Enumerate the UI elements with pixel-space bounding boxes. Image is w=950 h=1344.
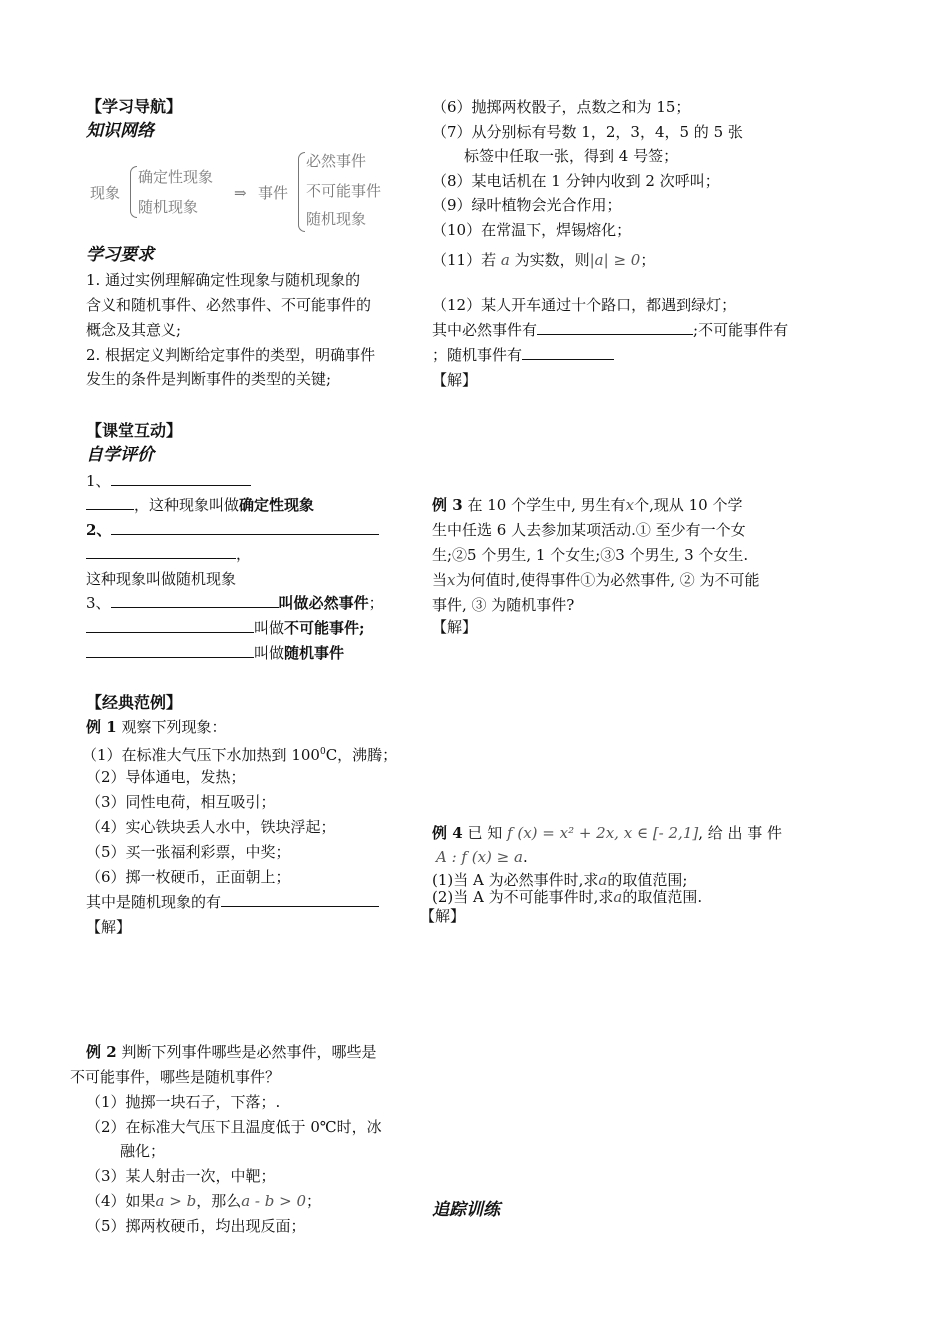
example-3-solution: 【解】 [432, 618, 478, 636]
example-2-summary-line-1: 其中必然事件有 ;不可能事件有 [432, 321, 789, 339]
example-3-line-5: 事件, ③ 为随机事件? [432, 596, 575, 614]
item-2-blank-2 [86, 544, 236, 559]
item-3-blank-2 [86, 618, 254, 633]
example-4-label: 例 4 [432, 824, 463, 842]
example-4-question-2: (2)当 A 为不可能事件时,求a的取值范围. [432, 888, 703, 906]
item-2-prefix: 2、 [86, 521, 112, 539]
math-a-gt-b: a > b [155, 1192, 197, 1210]
example-2-item-2-cont: 融化； [120, 1142, 166, 1160]
example-2-item-2: （2）在标准大气压下且温度低于 0℃时，冰 [86, 1118, 382, 1136]
diagram-type-2: 不可能事件 [306, 182, 382, 200]
implies-arrow-icon: ⇒ [234, 184, 247, 202]
item-1-blank [111, 471, 251, 486]
item-3-prefix: 3、 [86, 594, 111, 612]
example-1-solution: 【解】 [86, 918, 132, 936]
item-1-prefix: 1、 [86, 472, 111, 490]
example-2-item-5: （5）掷两枚硬币，均出现反面； [86, 1217, 306, 1235]
example-3-line-3: 生;②5 个男生, 1 个女生;③3 个男生, 3 个女生. [432, 546, 749, 564]
example-2-item-7: （7）从分别标有号数 1，2，3，4，5 的 5 张 [432, 123, 743, 141]
math-function-f: f (x) = x² + 2x, x ∈ [- 2,1] [507, 824, 699, 842]
item-3-term-3: 随机事件 [284, 644, 345, 662]
item-2-comma: ， [236, 545, 252, 563]
example-3-line-1: 例 3 在 10 个学生中, 男生有x个,现从 10 个学 [432, 496, 743, 514]
tracking-training-title: 追踪训练 [432, 1200, 500, 1220]
math-event-a: A : f (x) ≥ a [436, 848, 523, 866]
example-1-item-5: （5）买一张福利彩票，中奖； [86, 843, 291, 861]
example-2-item-6: （6）抛掷两枚骰子，点数之和为 15； [432, 98, 691, 116]
brace-right [298, 152, 305, 232]
example-3-label: 例 3 [432, 496, 463, 514]
example-2-item-9: （9）绿叶植物会光合作用； [432, 196, 622, 214]
example-4-solution: 【解】 [420, 907, 466, 925]
diagram-event: 事件 [258, 184, 289, 202]
item-3-call-3: 叫做 [254, 644, 285, 662]
diagram-root: 现象 [90, 184, 121, 202]
item-2-blank [111, 520, 379, 535]
item-1-suffix: ，这种现象叫做 [134, 496, 240, 514]
summary-blank-1 [537, 320, 597, 335]
diagram-branch-2: 随机现象 [138, 198, 199, 216]
knowledge-network-title: 知识网络 [86, 121, 154, 141]
example-1-item-3: （3）同性电荷，相互吸引； [86, 793, 276, 811]
self-eval-item-1-cont [86, 494, 314, 516]
example-1-blank [221, 892, 379, 907]
self-eval-item-2-tail: 这种现象叫做随机现象 [86, 570, 237, 588]
example-1-item-1: （1）在标准大气压下水加热到 $100^0C$，沸腾； [82, 746, 398, 764]
brace-left [130, 166, 137, 218]
example-1-header [86, 716, 226, 738]
self-eval-title: 自学评价 [86, 445, 154, 465]
diagram-type-3: 随机现象 [306, 210, 367, 228]
item-1-term: 确定性现象 [239, 496, 315, 514]
math-a-minus-b: a - b > 0 [241, 1192, 307, 1210]
example-4-line-1: 例 4 已 知 f (x) = x² + 2x, x ∈ [- 2,1], 给 出 事 件 [432, 824, 783, 842]
example-3-line-2: 生中任选 6 人去参加某项活动.① 至少有一个女 [432, 521, 746, 539]
example-2-item-3: （3）某人射击一次，中靶； [86, 1167, 276, 1185]
requirement-1-line-2: 含义和随机事件、必然事件、不可能事件的 [86, 296, 372, 314]
example-1-item-4: （4）实心铁块丢人水中，铁块浮起； [86, 818, 336, 836]
item-3-term-2: 不可能事件; [284, 619, 365, 637]
summary-blank-2 [597, 320, 693, 335]
item-3-blank-1 [111, 593, 279, 608]
example-2-item-4: （4）如果a > b，那么a - b > 0； [86, 1192, 322, 1210]
example-4-question-1: (1)当 A 为必然事件时,求a的取值范围; [432, 871, 688, 889]
example-2-item-12: （12）某人开车通过十个路口，都遇到绿灯； [432, 296, 737, 314]
example-1-label: 例 1 [86, 718, 117, 736]
example-1-question: 其中是随机现象的有 [86, 891, 379, 913]
item-3-semi: ； [368, 594, 384, 612]
requirement-2-line-2: 发生的条件是判断事件的类型的关键; [86, 370, 332, 388]
requirements-title: 学习要求 [86, 245, 154, 265]
self-eval-item-1 [86, 470, 251, 492]
example-2-solution: 【解】 [432, 371, 478, 389]
summary-blank-3 [522, 345, 614, 360]
example-2-label: 例 2 [86, 1043, 117, 1061]
example-4-event: A : f (x) ≥ a. [436, 848, 528, 866]
self-eval-item-3-line-2 [86, 617, 365, 639]
example-2-item-1: （1）抛掷一块石子，下落；. [86, 1093, 281, 1111]
item-3-call-1: 叫做 [278, 594, 309, 612]
example-2-line-2: 不可能事件，哪些是随机事件？ [70, 1068, 281, 1086]
example-2-line-1: 例 2 判断下列事件哪些是必然事件，哪些是 [86, 1043, 377, 1061]
diagram-branch-1: 确定性现象 [138, 168, 214, 186]
example-1-intro: 观察下列现象： [121, 718, 227, 736]
example-2-summary-line-2: ；随机事件有 [432, 344, 614, 366]
example-1-item-2: （2）导体通电，发热； [86, 768, 246, 786]
diagram-type-1: 必然事件 [306, 152, 367, 170]
requirement-1-line-1: 1. 通过实例理解确定性现象与随机现象的 [86, 271, 361, 289]
requirement-1-line-3: 概念及其意义; [86, 321, 182, 339]
example-2-item-10: （10）在常温下，焊锡熔化； [432, 221, 632, 239]
example-2-item-8: （8）某电话机在 1 分钟内收到 2 次呼叫； [432, 172, 720, 190]
item-3-blank-3 [86, 643, 254, 658]
section-heading-class: 【课堂互动】 [86, 421, 183, 440]
item-1-blank-2 [86, 495, 134, 510]
item-3-call-2: 叫做 [254, 619, 285, 637]
self-eval-item-2-cont [86, 543, 251, 565]
example-1-item-6: （6）掷一枚硬币，正面朝上； [86, 868, 291, 886]
self-eval-item-3 [86, 592, 384, 614]
item-3-term-1: 必然事件 [308, 594, 369, 612]
math-abs-a: |a| ≥ 0 [589, 251, 641, 269]
example-2-item-11: （11）若 a 为实数，则|a| ≥ 0； [432, 251, 656, 269]
section-heading-nav: 【学习导航】 [86, 97, 183, 116]
self-eval-item-3-line-3 [86, 642, 344, 664]
example-2-item-7-cont: 标签中任取一张，得到 4 号签； [464, 147, 679, 165]
example-3-line-4: 当x为何值时,使得事件①为必然事件, ② 为不可能 [432, 571, 760, 589]
section-heading-examples: 【经典范例】 [86, 693, 183, 712]
self-eval-item-2 [86, 519, 379, 541]
requirement-2-line-1: 2. 根据定义判断给定事件的类型，明确事件 [86, 346, 376, 364]
